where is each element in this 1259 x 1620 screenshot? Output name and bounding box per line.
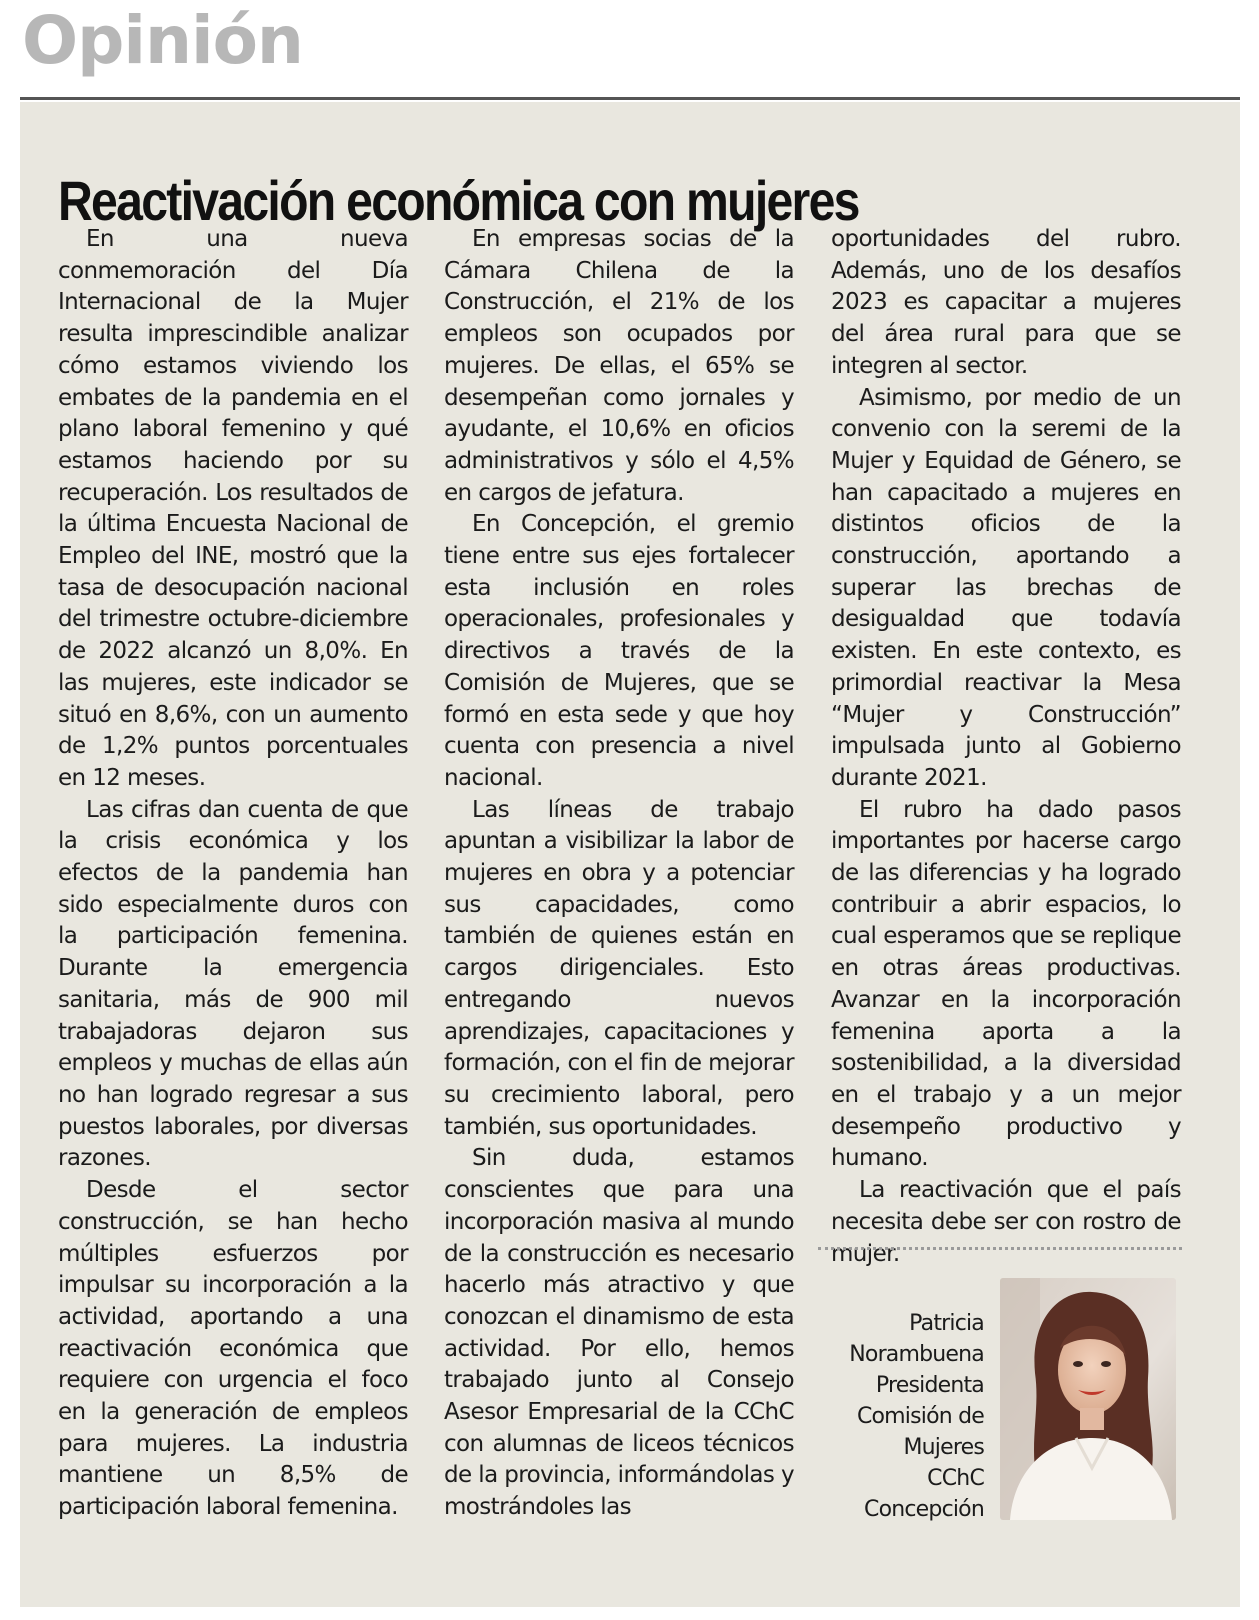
- author-org-line: CChC: [927, 1466, 984, 1491]
- paragraph: La reactivación que el país necesita debe ser con rostro de mujer.: [831, 1177, 1181, 1267]
- author-first-name: Patricia: [909, 1311, 984, 1336]
- paragraph: Las líneas de trabajo apuntan a visibilizar la labor de mujeres en obra y a potenciar sus capacidades, como también de quienes están en cargos dirigenciales. Esto entregando nuevos aprendizajes, capacitaciones y formación, con el fin de mejorar su crecimiento laboral, pero también, sus oportunidades.: [444, 796, 794, 1140]
- paragraph: El rubro ha dado pasos importantes por hacerse cargo de las diferencias y ha logrado contribuir a abrir espacios, lo cual esperamos que se replique en otras áreas productivas. Avanzar en la incorporación femenina aporta a la sostenibilidad, a la diversidad en el trabajo y a un mejor desempeño productivo y humano.: [831, 796, 1181, 1172]
- paragraph: Las cifras dan cuenta de que la crisis económica y los efectos de la pandemia han sido especialmente duros con la participación femenina. Durante la emergencia sanitaria, más de 900 mil trabajadoras dejaron sus empleos y muchas de ellas aún no han logrado regresar a sus puestos laborales, por diversas razones.: [58, 796, 408, 1172]
- section-label: Opinión: [22, 2, 303, 79]
- author-last-name: Norambuena: [849, 1342, 984, 1367]
- paragraph: En Concepción, el gremio tiene entre sus ejes fortalecer esta inclusión en roles operacionales, profesionales y directivos a través de la Comisión de Mujeres, que se formó en esta sede y que hoy cuenta con presencia a nivel nacional.: [444, 511, 794, 791]
- author-photo: [1000, 1278, 1176, 1520]
- author-org-line: Comisión de: [856, 1404, 984, 1429]
- dotted-divider: [818, 1247, 1182, 1250]
- author-signature: [820, 1308, 984, 1525]
- author-role: Presidenta: [875, 1373, 984, 1398]
- paragraph: oportunidades del rubro. Además, uno de los desafíos 2023 es capacitar a mujeres del área rural para que se integren al sector.: [831, 226, 1181, 379]
- author-org-line: Mujeres: [903, 1435, 984, 1460]
- article-column-1: [58, 224, 408, 1524]
- paragraph: En empresas socias de la Cámara Chilena de la Construcción, el 21% de los empleos son ocupados por mujeres. De ellas, el 65% se desempeñan como jornales y ayudante, el 10,6% en oficios administrativos y sólo el 4,5% en cargos de jefatura.: [444, 226, 794, 506]
- paragraph: Sin duda, estamos conscientes que para una incorporación masiva al mundo de la construcción es necesario hacerlo más atractivo y que conozcan el dinamismo de esta actividad. Por ello, hemos trabajado junto al Consejo Asesor Empresarial de la CChC con alumnas de liceos técnicos de la provincia, informándolas y mostrándoles las: [444, 1145, 794, 1521]
- paragraph: En una nueva conmemoración del Día Internacional de la Mujer resulta imprescindible analizar cómo estamos viviendo los embates de la pandemia en el plano laboral femenino y qué estamos haciendo por su recuperación. Los resultados de la última Encuesta Nacional de Empleo del INE, mostró que la tasa de desocupación nacional del trimestre octubre-diciembre de 2022 alcanzó un 8,0%. En las mujeres, este indicador se situó en 8,6%, con un aumento de 1,2% puntos porcentuales en 12 meses.: [58, 226, 408, 791]
- article-column-2: [444, 224, 794, 1524]
- section-divider: [20, 97, 1240, 100]
- article-headline: Reactivación económica con mujeres: [58, 168, 859, 232]
- paragraph: Desde el sector construcción, se han hecho múltiples esfuerzos por impulsar su incorporación a la actividad, aportando a una reactivación económica que requiere con urgencia el foco en la generación de empleos para mujeres. La industria mantiene un 8,5% de participación laboral femenina.: [58, 1177, 408, 1521]
- paragraph: Asimismo, por medio de un convenio con la seremi de la Mujer y Equidad de Género, se han capacitado a mujeres en distintos oficios de la construcción, aportando a superar las brechas de desigualdad que todavía existen. En este contexto, es primordial reactivar la Mesa “Mujer y Construcción” impulsada junto al Gobierno durante 2021.: [831, 384, 1181, 791]
- article-column-3: [831, 224, 1181, 1270]
- author-city: Concepción: [864, 1497, 984, 1522]
